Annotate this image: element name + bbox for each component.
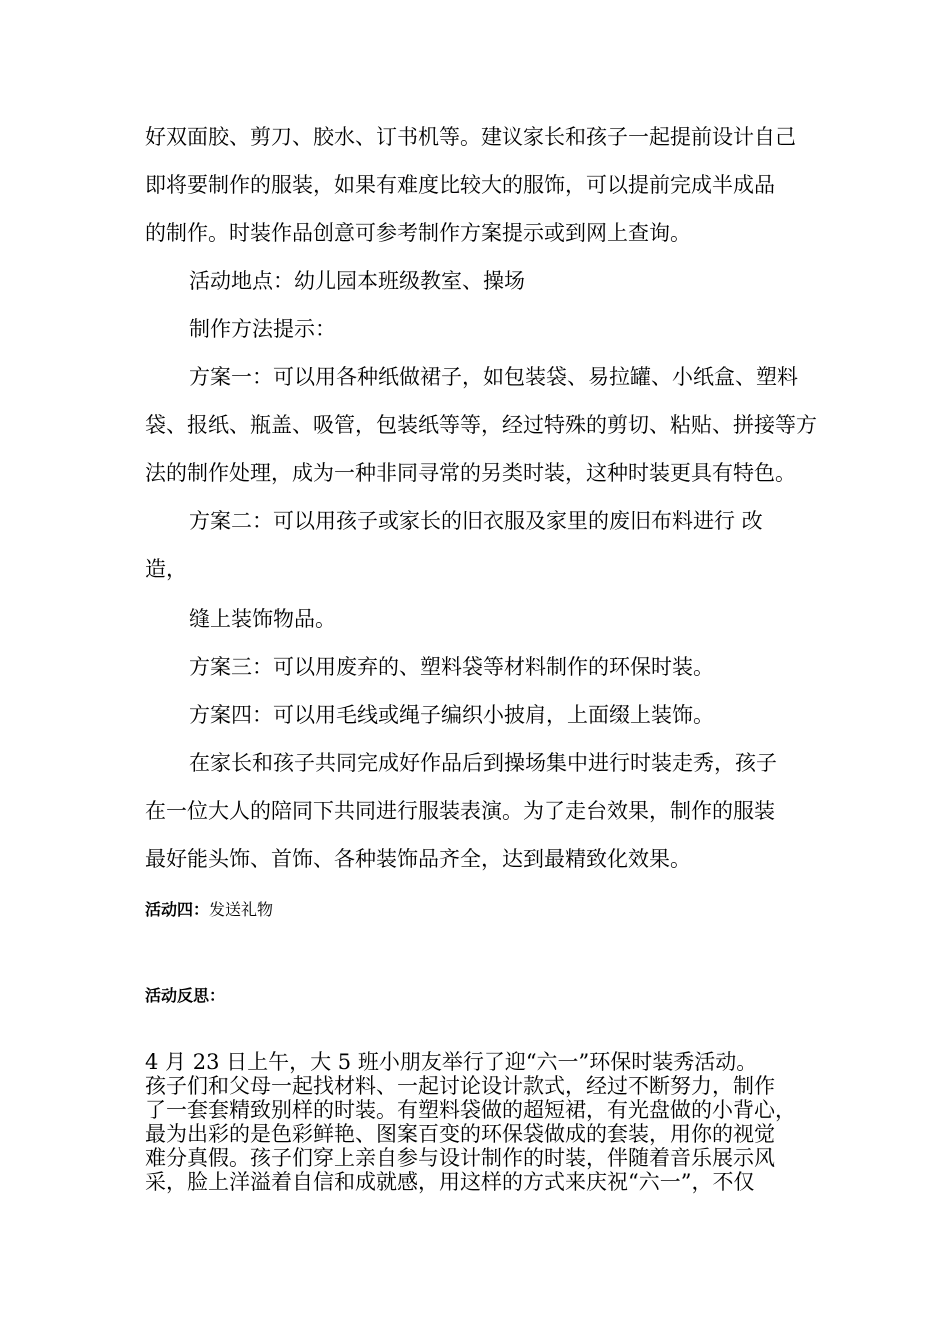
reflection-line: 4 月 23 日上午，大 5 班小朋友举行了迎“六一”环保时装秀活动。 — [145, 1050, 758, 1074]
reflection-heading-label: 活动反思： — [145, 986, 226, 1005]
body-line: 好双面胶、剪刀、胶水、订书机等。建议家长和孩子一起提前设计自己 — [145, 125, 796, 149]
body-line: 的制作。时装作品创意可参考制作方案提示或到网上查询。 — [145, 221, 691, 245]
activity-four-heading — [145, 900, 273, 920]
body-line: 在家长和孩子共同完成好作品后到操场集中进行时装走秀，孩子 — [189, 751, 777, 775]
reflection-line: 最为出彩的是色彩鲜艳、图案百变的环保袋做成的套装，用你的视觉 — [145, 1122, 775, 1146]
body-line: 造， — [145, 557, 187, 581]
plan-one: 方案一：可以用各种纸做裙子，如包装袋、易拉罐、小纸盒、塑料 — [189, 365, 798, 389]
plan-three: 方案三：可以用废弃的、塑料袋等材料制作的环保时装。 — [189, 655, 714, 679]
reflection-line: 难分真假。孩子们穿上亲自参与设计制作的时装，伴随着音乐展示风 — [145, 1146, 775, 1170]
plan-four: 方案四：可以用毛线或绳子编织小披肩，上面缀上装饰。 — [189, 703, 714, 727]
body-line: 在一位大人的陪同下共同进行服装表演。为了走台效果，制作的服装 — [145, 799, 775, 823]
plan-two: 方案二：可以用孩子或家长的旧衣服及家里的废旧布料进行 改 — [189, 509, 763, 533]
reflection-line: 孩子们和父母一起找材料、一起讨论设计款式，经过不断努力，制作 — [145, 1074, 775, 1098]
reflection-line: 了一套套精致别样的时装。有塑料袋做的超短裙，有光盘做的小背心， — [145, 1098, 796, 1122]
reflection-line: 采，脸上洋溢着自信和成就感，用这样的方式来庆祝“六一”，不仅 — [145, 1170, 755, 1194]
body-line: 袋、报纸、瓶盖、吸管，包装纸等等，经过特殊的剪切、粘贴、拼接等方 — [145, 413, 817, 437]
body-line: 即将要制作的服装，如果有难度比较大的服饰，可以提前完成半成品 — [145, 173, 775, 197]
activity-four-title: 发送礼物 — [209, 900, 274, 919]
reflection-heading — [145, 986, 225, 1006]
method-heading: 制作方法提示： — [189, 317, 336, 341]
body-line: 法的制作处理，成为一种非同寻常的另类时装，这种时装更具有特色。 — [145, 461, 796, 485]
activity-four-label: 活动四： — [145, 900, 210, 919]
body-line: 缝上装饰物品。 — [189, 607, 336, 631]
body-line: 最好能头饰、首饰、各种装饰品齐全，达到最精致化效果。 — [145, 847, 691, 871]
activity-location: 活动地点：幼儿园本班级教室、操场 — [189, 269, 525, 293]
